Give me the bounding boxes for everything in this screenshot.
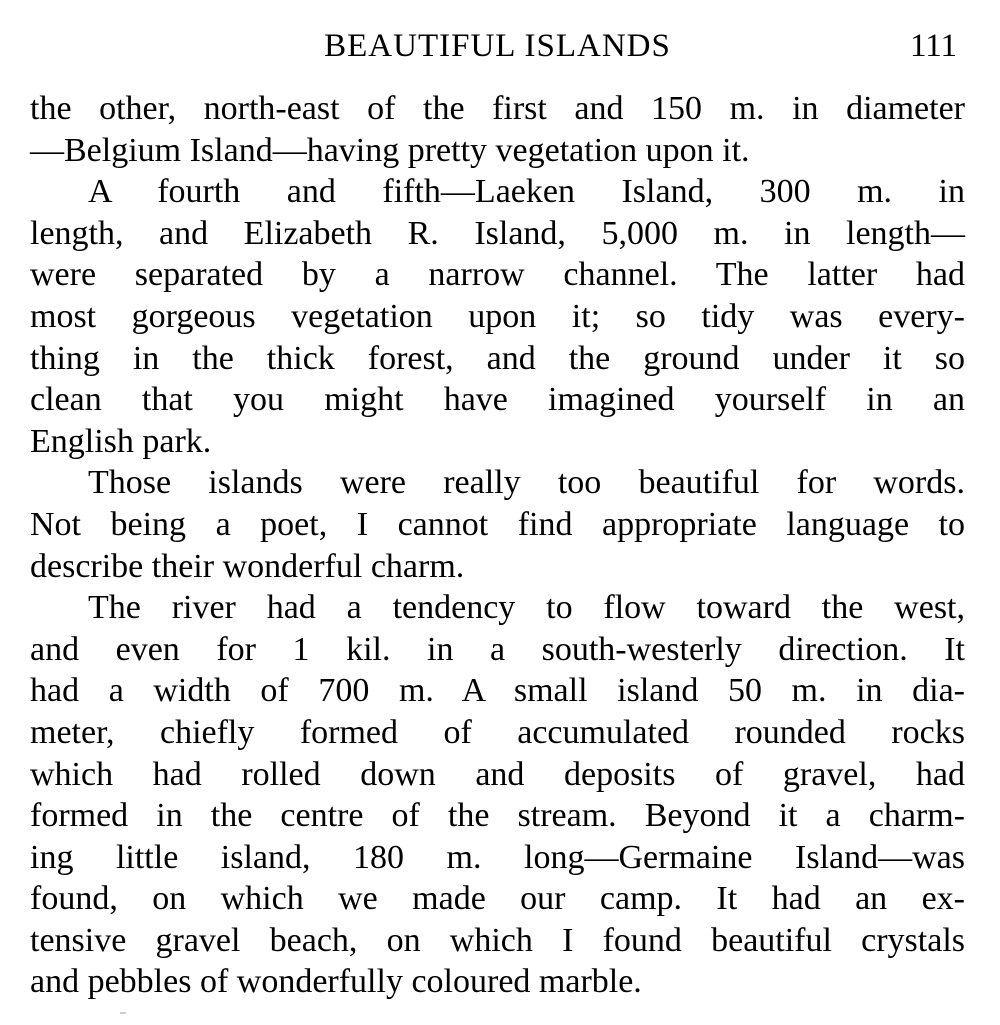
paragraph-continuation [30, 88, 965, 171]
body-text [30, 88, 965, 1003]
running-title: BEAUTIFUL ISLANDS [324, 28, 671, 64]
text-line: —Belgium Island—having pretty vegetation upon it. [30, 131, 750, 169]
text-line: most gorgeous vegetation upon it; so tidy was every- [30, 297, 965, 335]
text-line: describe their wonderful charm. [30, 547, 465, 585]
text-line: and pebbles of wonderfully coloured marble. [30, 963, 642, 1001]
text-line: The river had a tendency to flow toward the west, [88, 589, 965, 627]
paragraph-islands [30, 171, 965, 462]
text-line: which had rolled down and deposits of gravel, had [30, 755, 965, 793]
text-line: A fourth and fifth—Laeken Island, 300 m. in [88, 173, 965, 211]
paragraph-beauty [30, 462, 965, 587]
text-line: clean that you might have imagined yourself in an [30, 381, 965, 419]
text-line: ing little island, 180 m. long—Germaine Island—was [30, 838, 965, 876]
text-line: English park. [30, 422, 212, 460]
text-line: and even for 1 kil. in a south-westerly direction. It [30, 630, 965, 668]
text-line: length, and Elizabeth R. Island, 5,000 m. in length— [30, 214, 965, 252]
text-line: found, on which we made our camp. It had an ex- [30, 880, 965, 918]
text-line: formed in the centre of the stream. Beyond it a charm- [30, 797, 965, 835]
text-line: Not being a poet, I cannot find appropriate language to [30, 505, 965, 543]
text-line: were separated by a narrow channel. The latter had [30, 256, 965, 294]
scan-speck [120, 1012, 126, 1014]
paragraph-river [30, 587, 965, 1003]
page-number: 111 [909, 28, 957, 64]
text-line: Those islands were really too beautiful for words. [88, 464, 965, 502]
text-line: meter, chiefly formed of accumulated rounded rocks [30, 713, 965, 751]
text-line: had a width of 700 m. A small island 50 m. in dia- [30, 672, 965, 710]
running-head [30, 24, 965, 68]
text-line: the other, north-east of the first and 150 m. in diameter [30, 90, 965, 127]
text-line: thing in the thick forest, and the ground under it so [30, 339, 965, 377]
text-line: tensive gravel beach, on which I found beautiful crystals [30, 921, 965, 959]
